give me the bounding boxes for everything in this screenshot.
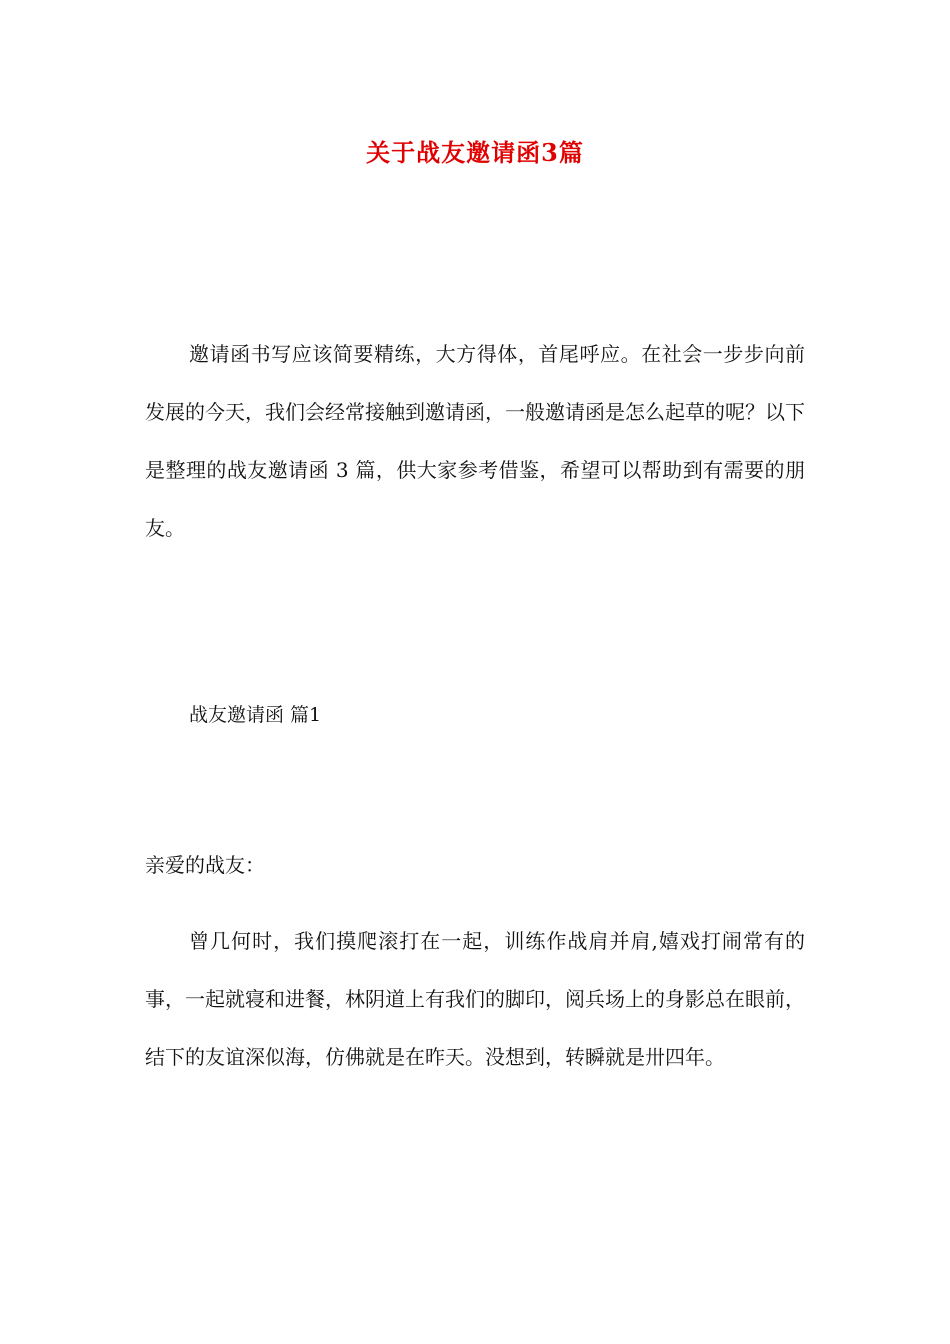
body-paragraph-1: 曾几何时，我们摸爬滚打在一起，训练作战肩并肩,嬉戏打闹常有的事，一起就寝和进餐，林阴道上有我们的脚印，阅兵场上的身影总在眼前，结下的友谊深似海，仿佛就是在昨天。没想到，转瞬就是卅四年。 xyxy=(145,929,805,1069)
document-title: 关于战友邀请函3篇 xyxy=(366,138,584,167)
salutation: 亲爱的战友： xyxy=(145,853,265,877)
section-heading-1: 战友邀请函 篇1 xyxy=(189,704,322,726)
intro-paragraph: 邀请函书写应该简要精练，大方得体，首尾呼应。在社会一步步向前发展的今天，我们会经常接触到邀请函，一般邀请函是怎么起草的呢？以下是整理的战友邀请函 3 篇，供大家参考借鉴，希望可以帮助到有需要的朋友。 xyxy=(145,342,805,540)
